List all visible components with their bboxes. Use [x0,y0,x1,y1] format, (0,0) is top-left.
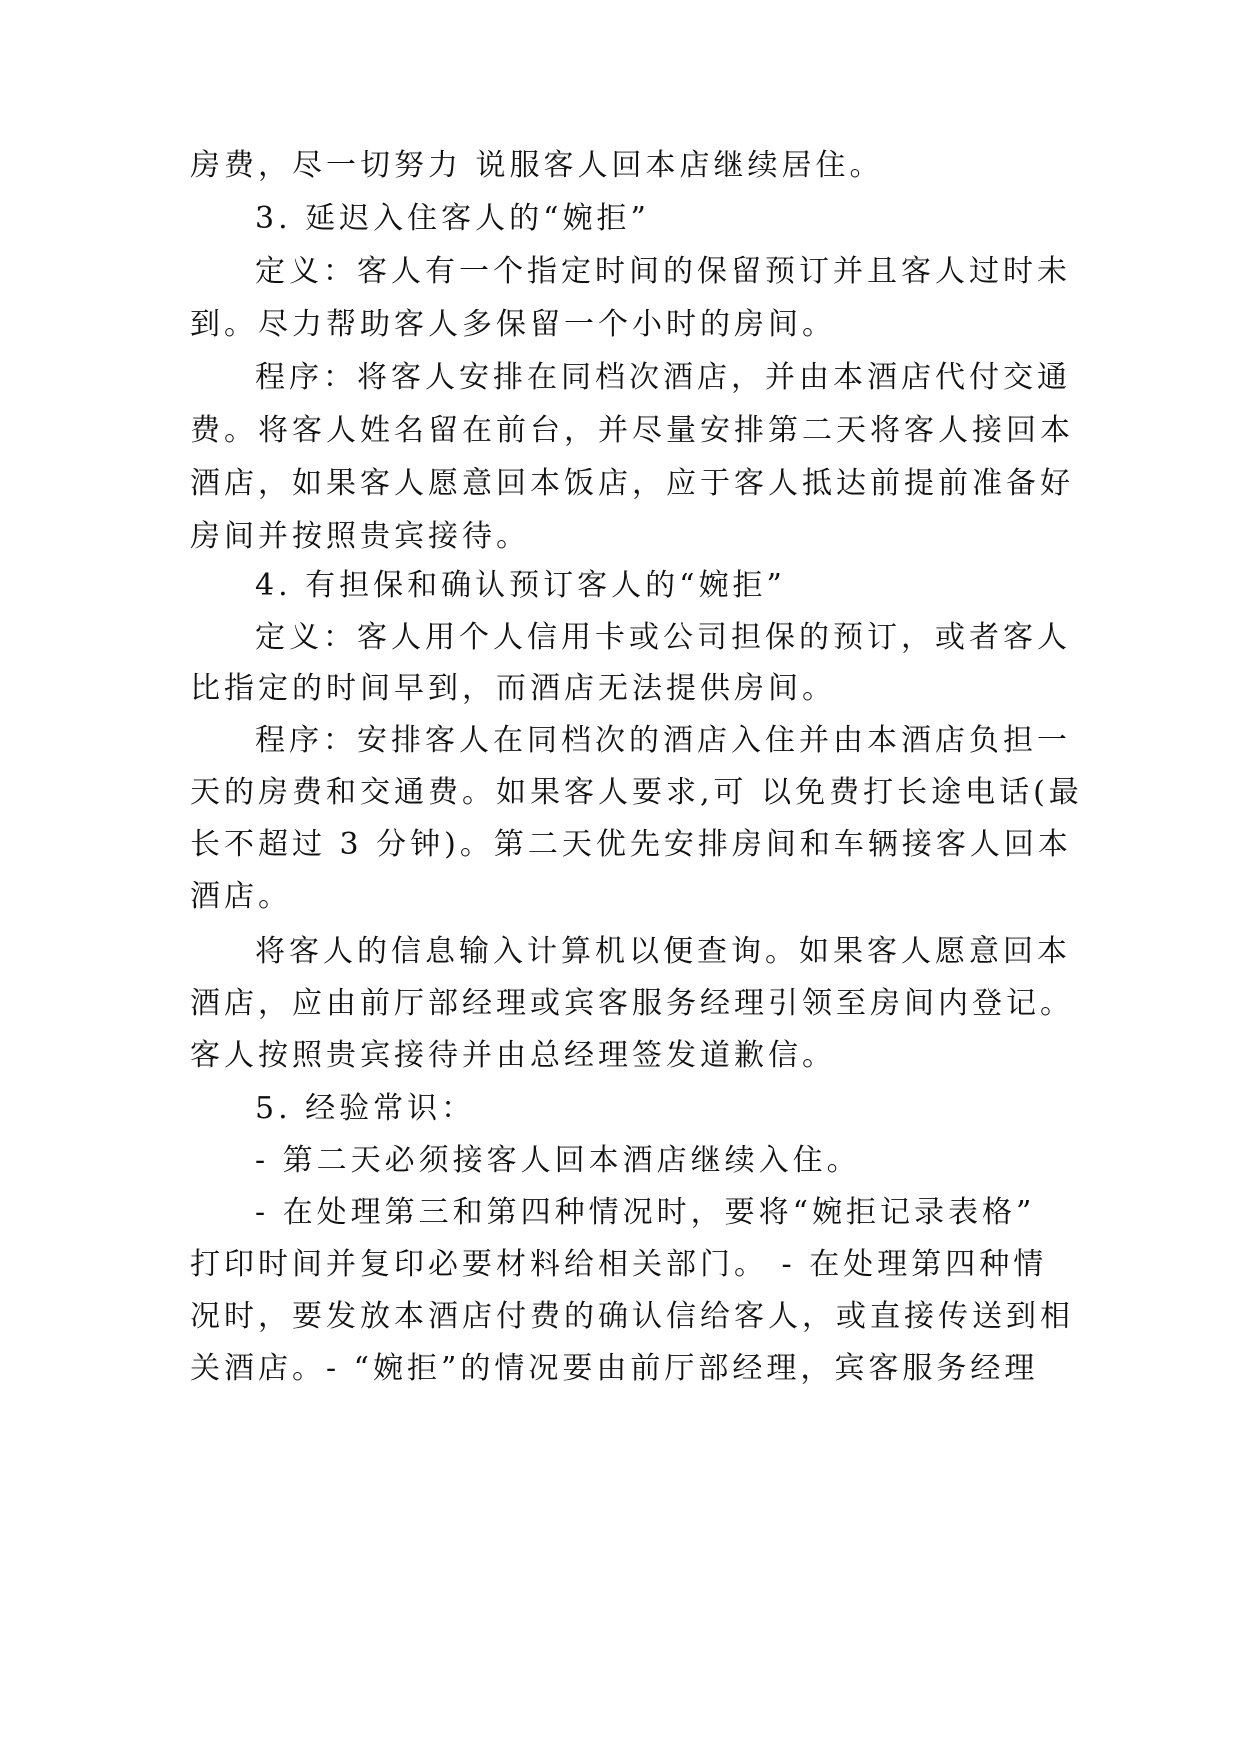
text-line: 打印时间并复印必要材料给相关部门。 - 在处理第四种情 [190,1247,1048,1282]
text-line: 况时，要发放本酒店付费的确认信给客人，或直接传送到相 [190,1299,1074,1334]
text-line: 关酒店。- “婉拒”的情况要由前厅部经理，宾客服务经理 [190,1351,1039,1386]
text-line: 房间并按照贵宾接待。 [190,519,530,554]
text-line: 定义：客人用个人信用卡或公司担保的预订，或者客人 [255,620,1071,655]
section-heading-4: 4. 有担保和确认预订客人的“婉拒” [255,568,786,603]
text-line: 酒店，应由前厅部经理或宾客服务经理引领至房间内登记。 [190,986,1074,1021]
text-line: 费。将客人姓名留在前台，并尽量安排第二天将客人接回本 [190,413,1074,448]
list-item: - 第二天必须接客人回本酒店继续入住。 [255,1143,861,1178]
section-heading-3: 3. 延迟入住客人的“婉拒” [255,201,650,236]
text-line: 程序：将客人安排在同档次酒店，并由本酒店代付交通 [255,360,1071,395]
text-line: 客人按照贵宾接待并由总经理签发道歉信。 [190,1038,836,1073]
text-line: 天的房费和交通费。如果客人要求,可 以免费打长途电话(最 [190,775,1083,810]
text-line: 比指定的时间早到，而酒店无法提供房间。 [190,671,836,706]
list-item: - 在处理第三和第四种情况时，要将“婉拒记录表格” [255,1195,1036,1230]
text-line: 酒店。 [190,879,292,914]
text-line: 程序：安排客人在同档次的酒店入住并由本酒店负担一 [255,723,1071,758]
text-line: 长不超过 3 分钟)。第二天优先安排房间和车辆接客人回本 [190,827,1072,862]
section-heading-5: 5. 经验常识： [255,1091,476,1126]
text-line: 定义：客人有一个指定时间的保留预订并且客人过时未 [255,254,1071,289]
text-line: 房费，尽一切努力 说服客人回本店继续居住。 [190,148,884,183]
text-line: 将客人的信息输入计算机以便查询。如果客人愿意回本 [255,934,1071,969]
text-line: 到。尽力帮助客人多保留一个小时的房间。 [190,307,836,342]
text-line: 酒店，如果客人愿意回本饭店，应于客人抵达前提前准备好 [190,466,1074,501]
